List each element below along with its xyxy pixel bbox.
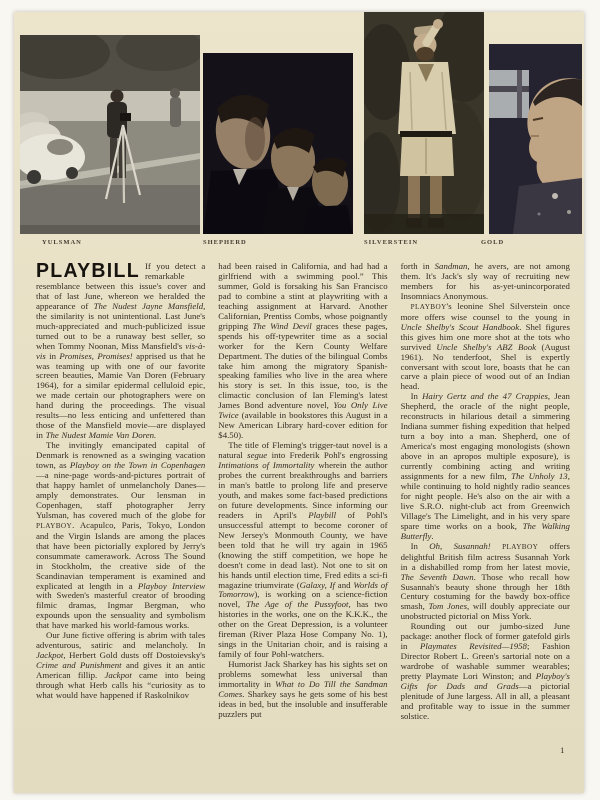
body-text: graces these pages, spends his off-typewriter time as a social worker for the Kern County Welfare Department. The duties of the bilingual Combs take him among the migratory Spanish-speaking families who live in the area where his story is set. In this issue, too, is the climactic conclusion of Ian Fleming's latest James Bond adventure novel, bbox=[218, 320, 388, 411]
title-italic: segue bbox=[247, 450, 268, 461]
title-italic: Hairy Gertz and the 47 Crappies bbox=[422, 391, 548, 402]
body-text: . bbox=[431, 530, 434, 541]
article-body bbox=[36, 262, 570, 756]
body-text: In bbox=[410, 391, 423, 402]
body-text bbox=[491, 541, 502, 551]
caption-silverstein: SILVERSTEIN bbox=[364, 239, 419, 246]
body-text: forth in bbox=[400, 262, 435, 271]
body-text: (available in bookstores this August in a New American Library hard-cover edition for $4.50). bbox=[218, 410, 388, 441]
body-text: (August 1961). No tenderfoot, Shel is expertly conversant with scout lore, boasts that he can carve a plain piece of wood out of an Indian head. bbox=[400, 341, 570, 392]
title-italic: Intimations of Immortality bbox=[218, 460, 315, 471]
title-italic: The Walking Butterfly bbox=[400, 520, 570, 541]
body-text: ), is working on a science-fiction novel, bbox=[218, 589, 388, 610]
caption-shepherd: SHEPHERD bbox=[203, 239, 247, 246]
title-italic: The Nudest Jayne Mansfield bbox=[93, 300, 204, 311]
brand-smallcaps: PLAYBOY bbox=[410, 302, 447, 311]
paragraph bbox=[401, 622, 570, 722]
body-text: , Herbert Gold dusts off Dostoievsky's bbox=[63, 650, 206, 661]
body-text: and bbox=[334, 579, 354, 590]
body-text: , has two histories in the works, one on the K.K.K., the other on the Great Depression, is a volunteer fireman (River Plaza Hose Company No. 1), sings in the Unitarian choir, and is raising a family of four Pohl-watchers. bbox=[218, 599, 388, 660]
title-italic: The Age of the Pussyfoot bbox=[246, 599, 349, 610]
body-text: ; Fashion Director Robert L. Green's sartorial note on a wardrobe of washable summer wearables; pretty Playmate Lori Winston; and bbox=[400, 641, 570, 682]
title-italic: The Unholy 13 bbox=[511, 471, 568, 482]
title-italic: Sandman bbox=[434, 262, 468, 271]
body-text: Humorist Jack Sharkey has his sights set on problems somewhat less universal than immortality in bbox=[218, 659, 388, 690]
text-column-1 bbox=[36, 262, 205, 756]
body-text: had been raised in California, and had had a girlfriend with a swimming pool.” This summer, Gold is forsaking his San Francisco pad to combine a stint at playwriting with a teaching assignment at Harvard. Another Californian, Prentiss Combs, whose poignantly gripping bbox=[218, 262, 388, 331]
photo-gold bbox=[489, 44, 582, 234]
body-text: 's leonine Shel Silverstein once more offers wise counsel to the young in bbox=[400, 300, 570, 322]
paragraph bbox=[401, 262, 570, 302]
body-text: . Those who recall how Susannah's beauty shone through her 18th Century costuming for the bawdy box-office smash, bbox=[400, 571, 570, 612]
title-italic: Galaxy, If bbox=[299, 579, 335, 590]
body-text: If you detect a remarkable resemblance between this issue's cover and that of last June, whereon we heralded the appearance of bbox=[36, 262, 206, 311]
body-text: —a nine-page words-and-pictures portrait of that happy hamlet of unmelancholy Danes—amply demonstrates. Our lensman in Copenhagen, staff photographer Jerry Yulsman, has covered much of the globe for bbox=[36, 470, 206, 520]
text-column-2 bbox=[218, 262, 387, 756]
playbill-masthead: PLAYBILL bbox=[36, 262, 140, 283]
body-text: Rounding out our jumbo-sized June package: another flock of former gatefold girls in bbox=[400, 621, 570, 652]
body-text: The invitingly emancipated capital of Denmark is renowned as a swinging vacation town, as bbox=[36, 440, 206, 471]
title-italic: Playboy Interview bbox=[137, 580, 206, 591]
title-italic: Jackpot bbox=[104, 670, 132, 681]
brand-smallcaps: PLAYBOY bbox=[502, 542, 539, 551]
paragraph bbox=[36, 441, 205, 631]
yulsman-photo-art bbox=[20, 35, 200, 234]
title-italic: The Seventh Dawn bbox=[400, 571, 474, 582]
title-italic: Crime and Punishment bbox=[36, 660, 122, 671]
paragraph bbox=[401, 302, 570, 393]
body-text: —a pictorial plenitude of June largess. All in all, a pleasant and profitable way to issue in the summer solstice. bbox=[400, 681, 570, 721]
body-text: Our June fictive offering is abrim with tales adventurous, satiric and melancholy. In bbox=[36, 630, 206, 651]
body-text: into Frederik Pohl's engrossing bbox=[267, 450, 388, 461]
title-italic: Jackpot bbox=[36, 650, 64, 661]
title-italic: Playmates Revisited—1958 bbox=[420, 641, 527, 652]
body-text: wherein the author probes the current breakthroughs and barriers in man's battle to prolong life and preserve youth, and makes some fact-based predictions on future developments. Since informing our readers in April's bbox=[218, 460, 388, 520]
title-italic: vis-à-vis bbox=[36, 340, 206, 361]
shepherd-photo-art bbox=[203, 53, 353, 234]
title-italic: Promises, Promises! bbox=[59, 350, 133, 361]
body-text: In bbox=[410, 540, 430, 551]
body-text: and gives it an antic American fillip. bbox=[36, 660, 206, 681]
caption-gold: GOLD bbox=[481, 239, 505, 246]
silverstein-photo-art bbox=[364, 12, 484, 234]
title-italic: Tom Jones bbox=[428, 601, 468, 612]
paragraph bbox=[218, 660, 387, 720]
body-text: . Sharkey says he gets some of his best ideas in bed, but the insoluble and insufferable puzzlers put bbox=[218, 688, 388, 719]
title-italic: Uncle Shelby's Scout Handbook bbox=[400, 321, 520, 332]
page-number: 1 bbox=[560, 745, 565, 755]
paragraph bbox=[36, 631, 205, 701]
title-italic: Worlds of Tomorrow bbox=[218, 579, 388, 600]
title-italic: Playbill bbox=[308, 509, 337, 520]
body-text: . Shel figures this gives him one more shot at the tots who survived bbox=[400, 321, 570, 352]
body-text: , the similarity is not unintentional. Last June's much-appreciated and much-publicized issue turned out to be a runaway best seller, so when Tommy Noonan, Miss Mansfield's bbox=[36, 300, 206, 351]
title-italic: The Wind Devil bbox=[252, 320, 312, 331]
gold-photo-art bbox=[489, 44, 582, 234]
body-text: , he avers, are not among them. It's Jack's sly way of recruiting new members for his as-yet-unincorporated Insomniacs Anonymous. bbox=[400, 262, 570, 301]
title-italic: What to Do Till the Sandman Comes bbox=[218, 679, 388, 699]
body-text: , will doubly appreciate our unobstructed pictorial on Miss York. bbox=[400, 601, 570, 622]
photo-shepherd bbox=[203, 53, 353, 234]
paragraph bbox=[218, 441, 387, 660]
brand-smallcaps: PLAYBOY bbox=[36, 521, 73, 530]
title-italic: Oh, Susannah! bbox=[429, 540, 491, 551]
body-text: . Acapulco, Paris, Tokyo, London and the Virgin Islands are among the places that have been pictorially explored by Jerry's consummate camerawork. Across The Sound in Stockholm, the creative side of the Scandinavian temperament is examined and explicated at length in a bbox=[36, 519, 206, 591]
paragraph bbox=[401, 542, 570, 623]
body-text: in bbox=[45, 350, 60, 361]
title-italic: Playboy's Gifts for Dads and Grads bbox=[400, 671, 570, 692]
paragraph bbox=[36, 262, 205, 441]
body-text: The title of Fleming's trigger-taut novel is a natural bbox=[218, 440, 388, 461]
photo-yulsman bbox=[20, 35, 200, 234]
caption-yulsman: YULSMAN bbox=[42, 239, 82, 246]
body-text: came into being through what Herb calls his “curiosity as to what would have happened if Raskolnikov bbox=[36, 670, 206, 700]
title-italic: Playboy on the Town in Copenhagen bbox=[69, 460, 206, 471]
paragraph bbox=[218, 262, 387, 441]
title-italic: You Only Live Twice bbox=[218, 400, 388, 421]
title-italic: The Nudest Mamie Van Doren. bbox=[45, 430, 157, 441]
body-text: with Sweden's masterful creator of brooding filmic dramas, Ingmar Bergman, who expounds upon the sensuality and symbolism that have marked his world-famous works. bbox=[36, 590, 206, 631]
body-text: , Jean Shepherd, the oracle of the night people, reconstructs in hilarious detail a simmering Indiana summer fishing expedition that helped turn a boy into a man. Shepherd, one of America's most engaging monologists (shown above in an apropos multiple exposure), is currently combining acting and writing assignments for a new film, bbox=[400, 391, 570, 482]
magazine-page bbox=[14, 12, 584, 793]
title-italic: Uncle Shelby's ABZ Book bbox=[436, 341, 537, 352]
text-column-3 bbox=[401, 262, 570, 756]
body-text: offers delightful British film actress Susannah York in a dishabilled romp from her latest movie, bbox=[400, 540, 570, 572]
body-text: apprised us that he was teaming up with one of our favorite screen beauties, Mamie Van Doren (February 1964), for a similar epidermal celluloid epic, we made certain our photographers were on hand during the proceedings. The visual results—no less enticing and unfettered than those of the Mansfield movie—are displayed in bbox=[36, 350, 206, 441]
photo-silverstein bbox=[364, 12, 484, 234]
paragraph bbox=[401, 392, 570, 541]
body-text: , while continuing to hold nightly radio seances for night people. He's also on the air with a live S.R.O. night-club act from Greenwich Village's The Limelight, and in his very spare spare time works on a book, bbox=[400, 471, 570, 531]
body-text: of Pohl's unsuccessful attempt to become coroner of New Jersey's Monmouth County, we have been told that he will try again in 1965 (knowing the stiff competition, we hope he doesn't come in dead last). Not one to sit on his hands until election time, Fred edits a sci-fi magazine triumvirate ( bbox=[218, 509, 388, 590]
